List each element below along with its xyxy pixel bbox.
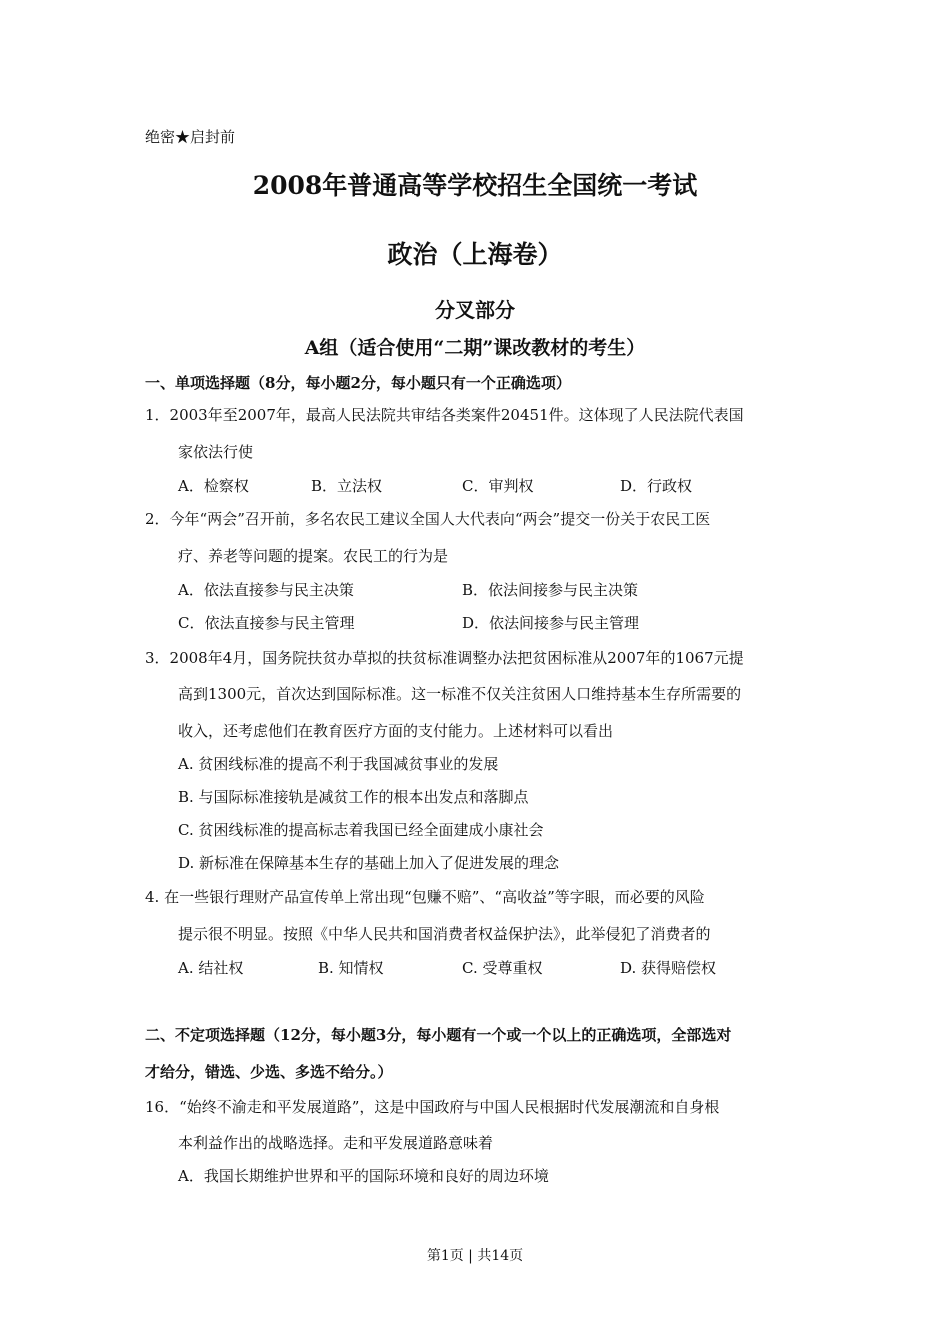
q1-line1: 1．2003年至2007年，最高人民法院共审结各类案件20451件。这体现了人民法院代表国 (145, 406, 744, 424)
q4-option-b: B. 知情权 (318, 959, 384, 977)
q16-line1: 16．“始终不渝走和平发展道路”，这是中国政府与中国人民根据时代发展潮流和自身根 (145, 1098, 720, 1116)
q4-option-a: A. 结社权 (178, 959, 244, 977)
q2-option-d: D．依法间接参与民主管理 (462, 614, 640, 632)
q4-line2: 提示很不明显。按照《中华人民共和国消费者权益保护法》，此举侵犯了消费者的 (178, 925, 711, 943)
q3-option-c: C. 贫困线标准的提高标志着我国已经全面建成小康社会 (178, 821, 544, 839)
exam-subtitle: 政治（上海卷） (387, 240, 563, 269)
q3-option-b: B. 与国际标准接轨是减贫工作的根本出发点和落脚点 (178, 788, 529, 806)
q1-option-a: A．检察权 (178, 477, 249, 495)
q4-option-c: C. 受尊重权 (462, 959, 543, 977)
section2-heading-line2: 才给分，错选、少选、多选不给分。） (145, 1063, 393, 1081)
q16-line2: 本利益作出的战略选择。走和平发展道路意味着 (178, 1134, 494, 1152)
q3-line2: 高到1300元，首次达到国际标准。这一标准不仅关注贫困人口维持基本生存所需要的 (178, 685, 742, 703)
section1-heading: 一、单项选择题（8分，每小题2分，每小题只有一个正确选项） (145, 374, 571, 392)
q3-line1: 3．2008年4月，国务院扶贫办草拟的扶贫标准调整办法把贫困标准从2007年的1067元提 (145, 649, 744, 667)
q1-option-d: D．行政权 (620, 477, 693, 495)
q2-option-b: B．依法间接参与民主决策 (462, 581, 639, 599)
q1-option-c: C．审判权 (462, 477, 534, 495)
q1-option-b: B．立法权 (311, 477, 383, 495)
q3-option-a: A. 贫困线标准的提高不利于我国减贫事业的发展 (178, 755, 499, 773)
q3-line3: 收入，还考虑他们在教育医疗方面的支付能力。上述材料可以看出 (178, 722, 614, 740)
q2-option-c: C．依法直接参与民主管理 (178, 614, 355, 632)
page-footer: 第1页 | 共14页 (426, 1248, 524, 1264)
exam-title: 2008年普通高等学校招生全国统一考试 (252, 171, 698, 200)
q3-option-d: D. 新标准在保障基本生存的基础上加入了促进发展的理念 (178, 854, 560, 872)
secret-label: 绝密★启封前 (145, 128, 236, 146)
q2-line1: 2．今年“两会”召开前，多名农民工建议全国人大代表向“两会”提交一份关于农民工医 (145, 510, 711, 528)
section2-heading-line1: 二、不定项选择题（12分，每小题3分，每小题有一个或一个以上的正确选项，全部选对 (145, 1026, 732, 1044)
q1-line2: 家依法行使 (178, 443, 254, 461)
q4-line1: 4. 在一些银行理财产品宣传单上常出现“包赚不赔”、“高收益”等字眼，而必要的风险 (145, 888, 705, 906)
part-title: 分叉部分 (435, 298, 515, 322)
group-title: A组（适合使用“二期”课改教材的考生） (304, 337, 646, 359)
q16-option-a: A．我国长期维护世界和平的国际环境和良好的周边环境 (178, 1167, 549, 1185)
q2-line2: 疗、养老等问题的提案。农民工的行为是 (178, 547, 449, 565)
q4-option-d: D. 获得赔偿权 (620, 959, 717, 977)
q2-option-a: A．依法直接参与民主决策 (178, 581, 354, 599)
